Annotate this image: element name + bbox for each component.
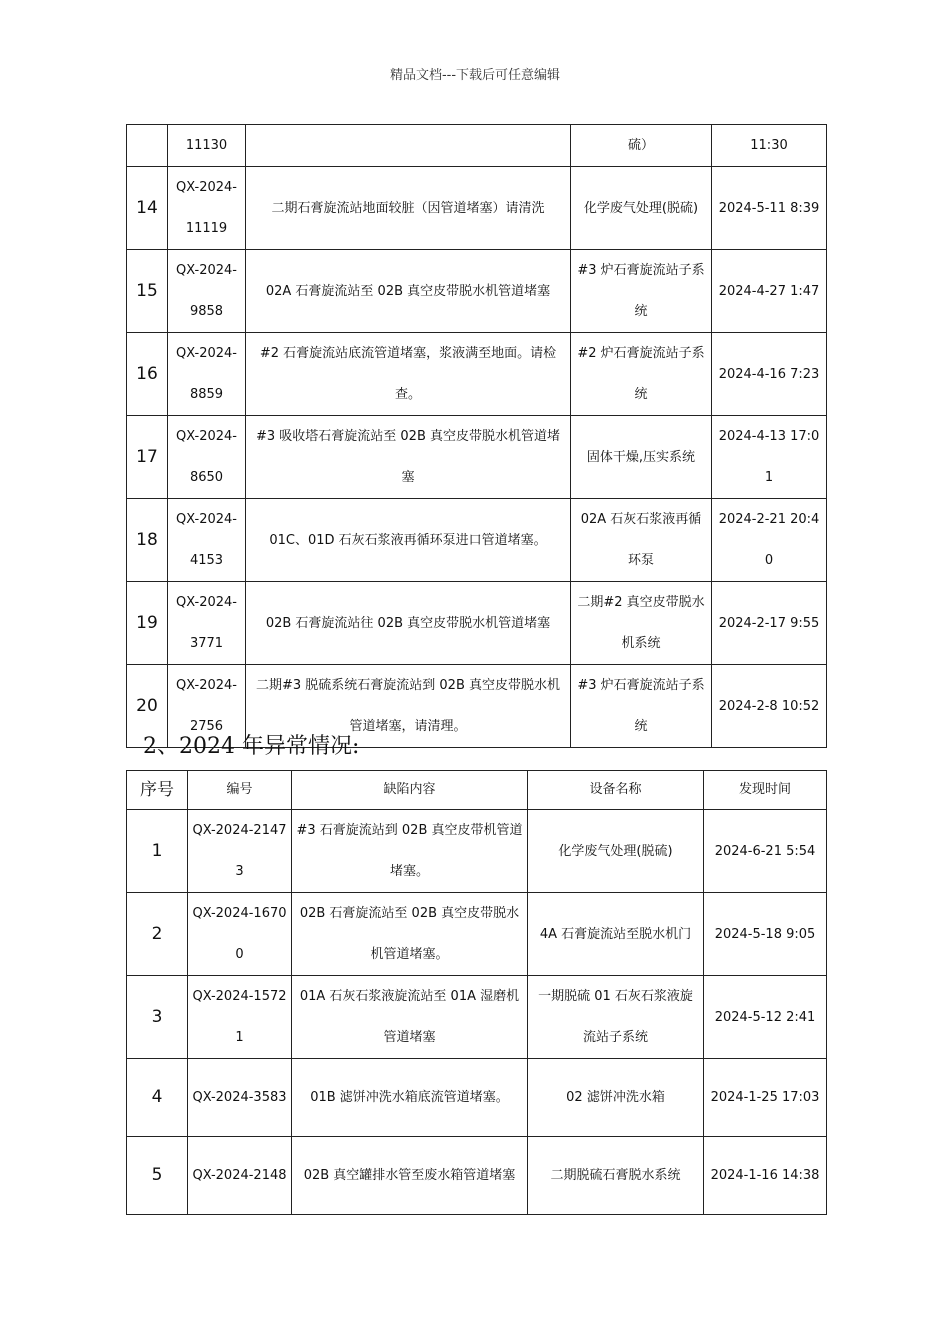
table-row: [127, 1137, 827, 1215]
cell-content: 02B 石膏旋流站往 02B 真空皮带脱水机管道堵塞: [246, 582, 571, 665]
header-content: 缺陷内容: [292, 771, 528, 810]
cell-seq: 19: [127, 582, 168, 665]
cell-code: QX-2024-16700: [188, 893, 292, 976]
table-row: [127, 416, 827, 499]
cell-seq: 16: [127, 333, 168, 416]
page-header: 精品文档---下载后可任意编辑: [389, 68, 561, 83]
cell-code: QX-2024-11119: [168, 167, 246, 250]
header-code: 编号: [188, 771, 292, 810]
cell-device: #3 炉石膏旋流站子系统: [571, 665, 712, 748]
cell-time: 2024-1-16 14:38: [704, 1137, 827, 1215]
table-row: [127, 810, 827, 893]
header-device: 设备名称: [528, 771, 704, 810]
cell-time: 2024-2-8 10:52: [712, 665, 827, 748]
cell-seq: 20: [127, 665, 168, 748]
cell-code: QX-2024-2148: [188, 1137, 292, 1215]
cell-device: 02 滤饼冲洗水箱: [528, 1059, 704, 1137]
cell-device: 4A 石膏旋流站至脱水机门: [528, 893, 704, 976]
cell-content: 02B 真空罐排水管至废水箱管道堵塞: [292, 1137, 528, 1215]
cell-time: 2024-2-17 9:55: [712, 582, 827, 665]
table-row: [127, 250, 827, 333]
table-row: [127, 167, 827, 250]
anomaly-table-2024: [126, 770, 827, 1215]
cell-time: 2024-6-21 5:54: [704, 810, 827, 893]
defect-table-continued: [126, 124, 827, 748]
cell-time: 2024-4-27 1:47: [712, 250, 827, 333]
section-title: 2、2024 年异常情况:: [143, 734, 360, 759]
cell-code: QX-2024-8650: [168, 416, 246, 499]
cell-content: 02B 石膏旋流站至 02B 真空皮带脱水机管道堵塞。: [292, 893, 528, 976]
cell-seq: 2: [127, 893, 188, 976]
cell-seq: 4: [127, 1059, 188, 1137]
cell-content: #3 吸收塔石膏旋流站至 02B 真空皮带脱水机管道堵塞: [246, 416, 571, 499]
cell-device: 一期脱硫 01 石灰石浆液旋流站子系统: [528, 976, 704, 1059]
cell-content: [246, 125, 571, 167]
cell-content: 二期石膏旋流站地面较脏（因管道堵塞）请清洗: [246, 167, 571, 250]
table-row: [127, 1059, 827, 1137]
cell-code: QX-2024-4153: [168, 499, 246, 582]
table-row: [127, 125, 827, 167]
cell-content: #3 石膏旋流站到 02B 真空皮带机管道堵塞。: [292, 810, 528, 893]
cell-code: QX-2024-3583: [188, 1059, 292, 1137]
cell-device: 硫）: [571, 125, 712, 167]
cell-device: 固体干燥,压实系统: [571, 416, 712, 499]
cell-device: #2 炉石膏旋流站子系统: [571, 333, 712, 416]
cell-time: 2024-5-11 8:39: [712, 167, 827, 250]
cell-seq: 17: [127, 416, 168, 499]
cell-device: 化学废气处理(脱硫): [528, 810, 704, 893]
cell-seq: 18: [127, 499, 168, 582]
cell-time: 11:30: [712, 125, 827, 167]
cell-seq: 15: [127, 250, 168, 333]
cell-time: 2024-2-21 20:40: [712, 499, 827, 582]
cell-code: QX-2024-2756: [168, 665, 246, 748]
cell-time: 2024-1-25 17:03: [704, 1059, 827, 1137]
cell-device: 二期#2 真空皮带脱水机系统: [571, 582, 712, 665]
table-row: [127, 333, 827, 416]
cell-device: 化学废气处理(脱硫): [571, 167, 712, 250]
cell-time: 2024-5-12 2:41: [704, 976, 827, 1059]
cell-content: 二期#3 脱硫系统石膏旋流站到 02B 真空皮带脱水机管道堵塞，请清理。: [246, 665, 571, 748]
cell-content: 01A 石灰石浆液旋流站至 01A 湿磨机管道堵塞: [292, 976, 528, 1059]
cell-seq: 3: [127, 976, 188, 1059]
cell-content: 02A 石膏旋流站至 02B 真空皮带脱水机管道堵塞: [246, 250, 571, 333]
cell-time: 2024-4-13 17:01: [712, 416, 827, 499]
header-time: 发现时间: [704, 771, 827, 810]
cell-device: 二期脱硫石膏脱水系统: [528, 1137, 704, 1215]
cell-seq: 1: [127, 810, 188, 893]
cell-code: QX-2024-3771: [168, 582, 246, 665]
header-seq: 序号: [127, 771, 188, 810]
table-row: [127, 582, 827, 665]
cell-content: #2 石膏旋流站底流管道堵塞，浆液满至地面。请检查。: [246, 333, 571, 416]
cell-seq: 14: [127, 167, 168, 250]
cell-code: QX-2024-21473: [188, 810, 292, 893]
cell-time: 2024-5-18 9:05: [704, 893, 827, 976]
table-row: [127, 893, 827, 976]
cell-content: 01B 滤饼冲洗水箱底流管道堵塞。: [292, 1059, 528, 1137]
cell-seq: [127, 125, 168, 167]
cell-content: 01C、01D 石灰石浆液再循环泵进口管道堵塞。: [246, 499, 571, 582]
cell-seq: 5: [127, 1137, 188, 1215]
table-header-row: [127, 771, 827, 810]
cell-device: #3 炉石膏旋流站子系统: [571, 250, 712, 333]
table-row: [127, 499, 827, 582]
cell-code: QX-2024-15721: [188, 976, 292, 1059]
table-row: [127, 976, 827, 1059]
cell-code: QX-2024-9858: [168, 250, 246, 333]
cell-time: 2024-4-16 7:23: [712, 333, 827, 416]
cell-device: 02A 石灰石浆液再循环泵: [571, 499, 712, 582]
cell-code: QX-2024-8859: [168, 333, 246, 416]
cell-code: 11130: [168, 125, 246, 167]
